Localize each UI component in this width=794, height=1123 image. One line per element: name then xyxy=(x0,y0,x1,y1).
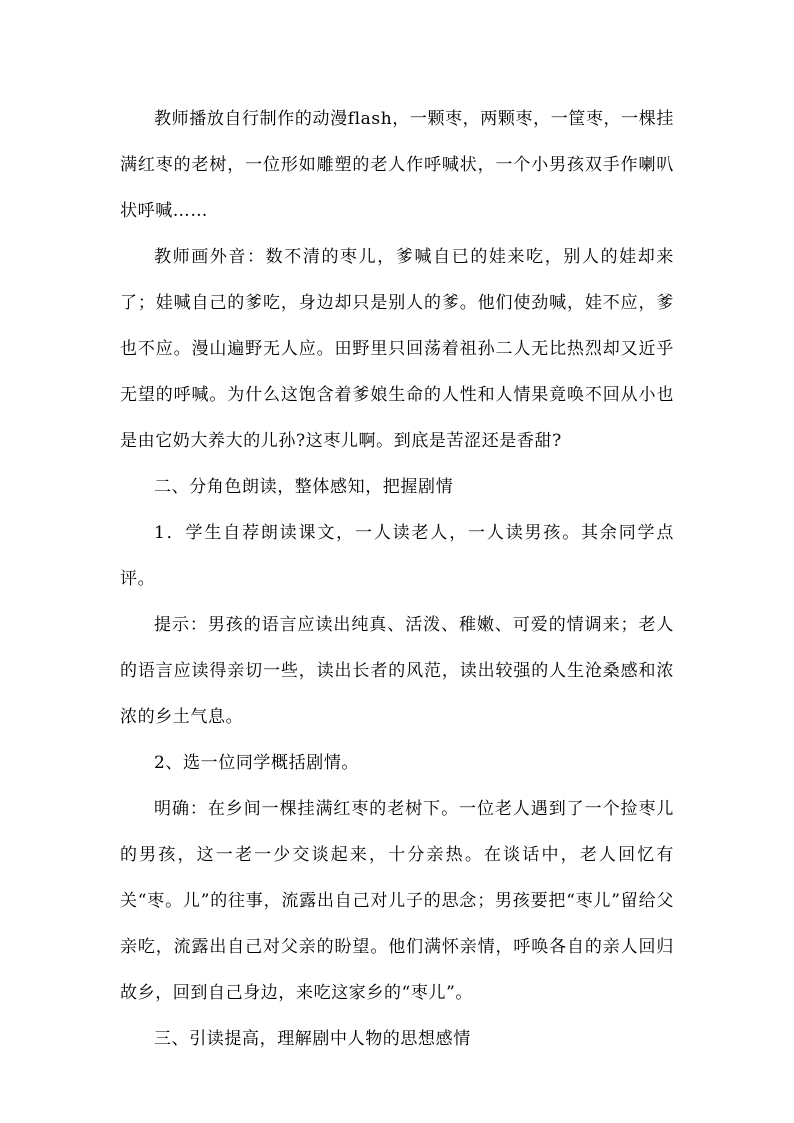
paragraph-flash-description: 教师播放自行制作的动漫flash，一颗枣，两颗枣，一筐枣，一棵挂满红枣的老树，一位形如雕塑的老人作呼喊状，一个小男孩双手作喇叭状呼喊…… xyxy=(120,109,674,221)
document-body xyxy=(120,96,674,1062)
section-heading-role-reading: 二、分角色朗读，整体感知，把握剧情 xyxy=(154,477,454,497)
paragraph-clarification: 明确：在乡间一棵挂满红枣的老树下。一位老人遇到了一个捡枣儿的男孩，这一老一少交谈起来，十分亲热。在谈话中，老人回忆有关“枣。儿”的往事，流露出自己对儿子的思念；男孩要把“枣儿”留给父亲吃，流露出自己对父亲的盼望。他们满怀亲情，呼唤各自的亲人回归故乡，回到自己身边，来吃这家乡的“枣儿”。 xyxy=(120,799,674,1003)
paragraph-step-2: 2、选一位同学概括剧情。 xyxy=(154,753,360,773)
paragraph-teacher-voiceover: 教师画外音：数不清的枣儿，爹喊自已的娃来吃，别人的娃却来了；娃喊自己的爹吃，身边却只是别人的爹。他们使劲喊，娃不应，爹也不应。漫山遍野无人应。田野里只回荡着祖孙二人无比热烈却又近乎无望的呼喊。为什么这饱含着爹娘生命的人性和人情果竟唤不回从小也是由它奶大养大的儿孙?这枣儿啊。到底是苦涩还是香甜? xyxy=(120,247,674,451)
section-heading-guided-reading: 三、引读提高，理解剧中人物的思想感情 xyxy=(154,1029,471,1049)
paragraph-hint: 提示：男孩的语言应读出纯真、活泼、稚嫩、可爱的情调来；老人的语言应读得亲切一些，读出长者的风范，读出较强的人生沧桑感和浓浓的乡土气息。 xyxy=(120,615,674,727)
paragraph-step-1: 1．学生自荐朗读课文，一人读老人，一人读男孩。其余同学点评。 xyxy=(120,523,674,589)
